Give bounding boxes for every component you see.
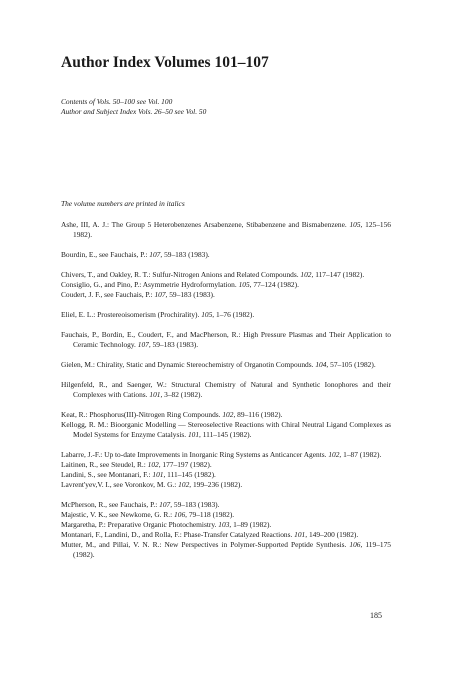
entry-group bbox=[61, 450, 391, 490]
volume-number: 106 bbox=[174, 510, 186, 519]
entry-group bbox=[61, 250, 391, 260]
index-entry: Consiglio, G., and Pino, P.: Asymmetrie Hydroformylation. 105, 77–124 (1982). bbox=[61, 280, 299, 289]
entry-group bbox=[61, 410, 391, 440]
entry-group bbox=[61, 360, 391, 370]
volume-number: 105 bbox=[238, 280, 250, 289]
index-entry: McPherson, R., see Fauchais, P.: 107, 59–183 (1983). bbox=[61, 500, 220, 509]
volume-number: 107 bbox=[137, 340, 149, 349]
entry-group bbox=[61, 220, 391, 240]
volume-number: 104 bbox=[315, 360, 327, 369]
index-entry: Eliel, E. L.: Prostereoisomerism (Prochirality). 105, 1–76 (1982). bbox=[61, 310, 255, 319]
index-entry: Gielen, M.: Chirality, Static and Dynamic Stereochemistry of Organotin Compounds. 104, 57–105 (1982). bbox=[61, 360, 376, 369]
italics-note: The volume numbers are printed in italics bbox=[61, 199, 185, 208]
contents-note: Contents of Vols. 50–100 see Vol. 100 bbox=[61, 97, 173, 106]
volume-number: 106 bbox=[349, 540, 361, 549]
index-entry: Laitinen, R., see Steudel, R.: 102, 177–197 (1982). bbox=[61, 460, 212, 469]
volume-number: 101 bbox=[294, 530, 306, 539]
volume-number: 101 bbox=[149, 390, 161, 399]
author-index-entries bbox=[61, 220, 391, 570]
volume-number: 102 bbox=[178, 480, 190, 489]
index-entry: Kellogg, R. M.: Bioorganic Modelling — Stereoselective Reactions with Chiral Neutral Ligand Complexes as Model Systems for Enzyme Catalysis. 101, 111–145 (1982). bbox=[61, 420, 391, 439]
volume-number: 101 bbox=[152, 470, 164, 479]
page-title: Author Index Volumes 101–107 bbox=[61, 54, 269, 71]
index-entry: Majestic, V. K., see Newkome, G. R.: 106, 79–118 (1982). bbox=[61, 510, 235, 519]
volume-number: 103 bbox=[218, 520, 230, 529]
page-number: 185 bbox=[370, 611, 382, 620]
index-entry: Fauchais, P., Bordin, E., Coudert, F., and MacPherson, R.: High Pressure Plasmas and Their Application to Ceramic Technology. 107, 59–183 (1983). bbox=[61, 330, 391, 349]
volume-number: 105 bbox=[201, 310, 213, 319]
volume-number: 102 bbox=[222, 410, 234, 419]
index-entry: Mutter, M., and Pillai, V. N. R.: New Perspectives in Polymer-Supported Peptide Synthesis. 106, 119–175 (1982). bbox=[61, 540, 391, 559]
volume-number: 107 bbox=[149, 250, 161, 259]
index-entry: Landini, S., see Montanari, F.: 101, 111–145 (1982). bbox=[61, 470, 216, 479]
entry-group bbox=[61, 330, 391, 350]
volume-number: 101 bbox=[187, 430, 200, 439]
index-entry: Coudert, J. F., see Fauchais, P.: 107, 59–183 (1983). bbox=[61, 290, 215, 299]
contents-note: Author and Subject Index Vols. 26–50 see Vol. 50 bbox=[61, 107, 207, 116]
index-entry: Hilgenfeld, R., and Saenger, W.: Structural Chemistry of Natural and Synthetic Ionophores and their Complexes with Cations. 101, 3–82 (1982). bbox=[61, 380, 391, 399]
index-entry: Margaretha, P.: Preparative Organic Photochemistry. 103, 1–89 (1982). bbox=[61, 520, 272, 529]
index-entry: Montanari, F., Landini, D., and Rolla, F.: Phase-Transfer Catalyzed Reactions. 101, 149–200 (1982). bbox=[61, 530, 359, 539]
index-entry: Chivers, T., and Oakley, R. T.: Sulfur-Nitrogen Anions and Related Compounds. 102, 117–147 (1982). bbox=[61, 270, 365, 279]
volume-number: 102 bbox=[328, 450, 340, 459]
index-entry: Bourdin, E., see Fauchais, P.: 107, 59–183 (1983). bbox=[61, 250, 210, 259]
index-entry: Lavrent'yev,V. I., see Voronkov, M. G.: 102, 199–236 (1982). bbox=[61, 480, 243, 489]
index-entry: Ashe, III, A. J.: The Group 5 Heterobenzenes Arsabenzene, Stibabenzene and Bismabenzene. 105, 125–156 1982). bbox=[61, 220, 392, 239]
index-entry: Keat, R.: Phosphorus(III)-Nitrogen Ring Compounds. 102, 89–116 (1982). bbox=[61, 410, 283, 419]
volume-number: 102 bbox=[147, 460, 159, 469]
volume-number: 102 bbox=[300, 270, 312, 279]
entry-group bbox=[61, 310, 391, 320]
volume-number: 105 bbox=[349, 220, 361, 229]
contents-notes bbox=[61, 97, 206, 117]
index-entry: Labarre, J.-F.: Up to-date Improvements in Inorganic Ring Systems as Anticancer Agents. 102, 1–87 (1982). bbox=[61, 450, 382, 459]
volume-number: 107 bbox=[159, 500, 171, 509]
entry-group bbox=[61, 380, 391, 400]
entry-group bbox=[61, 500, 391, 560]
volume-number: 107 bbox=[154, 290, 166, 299]
entry-group bbox=[61, 270, 391, 300]
